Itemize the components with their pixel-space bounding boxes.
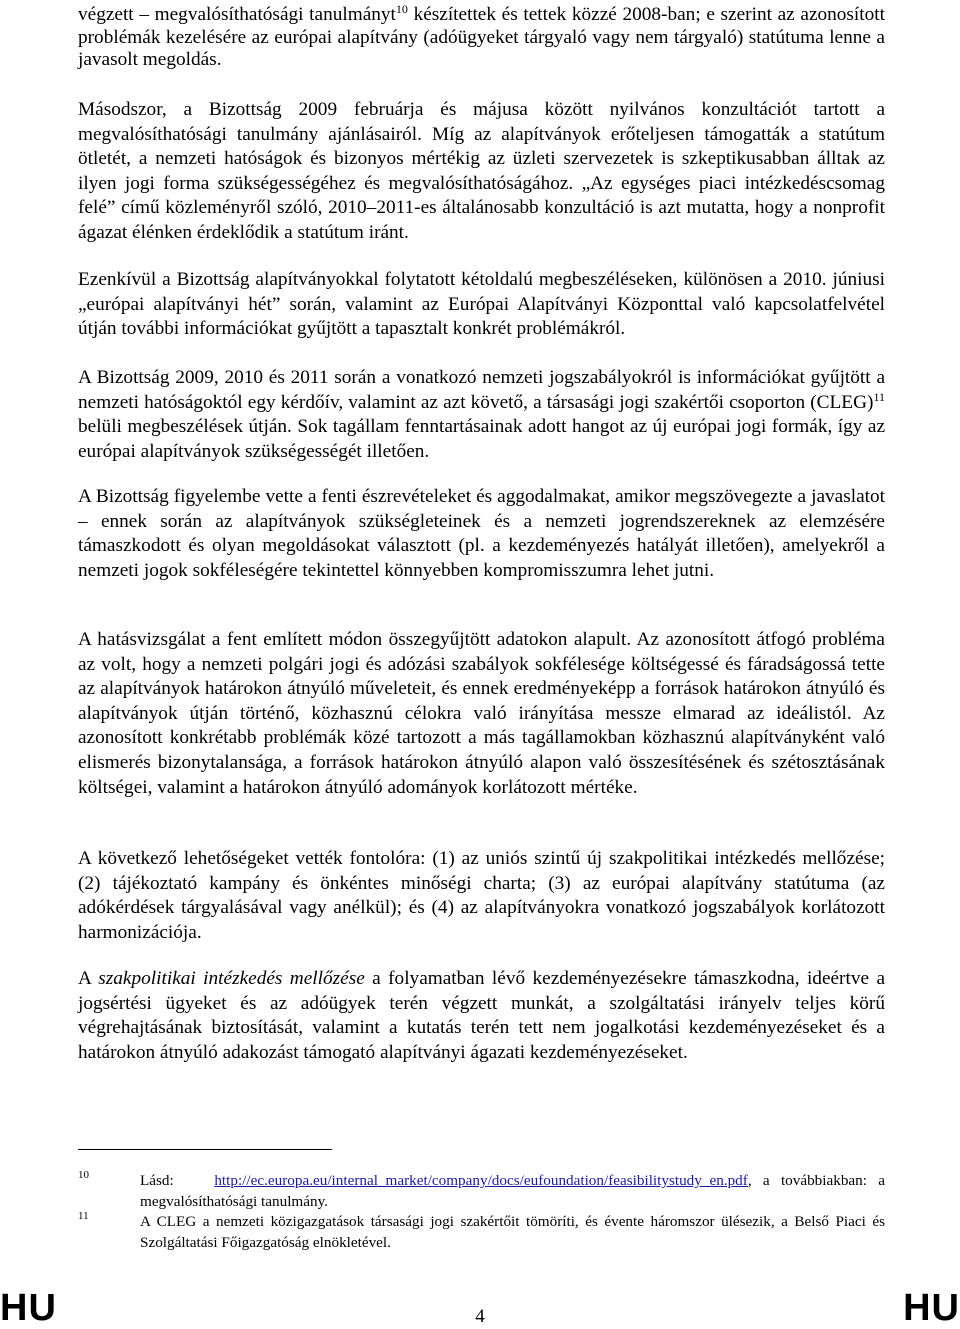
feasibility-study-link[interactable]: http://ec.europa.eu/internal_market/company/docs/eufoundation/feasibilitystudy_en.pdf [214, 1172, 748, 1189]
footnote-10-lead: Lásd: [140, 1172, 174, 1189]
footnote-11 [78, 1212, 885, 1254]
footnote-ref-10[interactable]: 10 [395, 2, 408, 16]
emphasized-term: szakpolitikai intézkedés mellőzése [98, 968, 365, 989]
footnote-10-number: 10 [78, 1169, 89, 1181]
paragraph-1-text-b: készítettek és tettek közzé 2008-ban; e szerint az azonosított problémák kezelésére az európai alapítvány (adóügyeket tárgyaló vagy nem tárgyaló) statútuma lenne a javasolt megoldás. [78, 4, 885, 70]
footnote-10 [78, 1171, 885, 1213]
paragraph-8-text-a: A [78, 968, 99, 989]
paragraph-8 [78, 967, 885, 1065]
paragraph-8-text-b: a folyamatban lévő kezdeményezésekre támaszkodna, ideértve a jogsértési ügyeket és az adóügyek terén végzett munkát, a szolgáltatási irányelv teljes körű végrehajtásának biztosítását, valamint a kutatás terén tett nem jogalkotási kezdeményezéseket és a határokon átnyúló adakozást támogató alapítványi ágazati kezdeményezéseket. [78, 968, 885, 1063]
page-number: 4 [475, 1306, 485, 1327]
paragraph-6: A hatásvizsgálat a fent említett módon összegyűjtött adatokon alapult. Az azonosított átfogó probléma az volt, hogy a nemzeti polgári jogi és adózási szabályok sokfélesége költségessé és fáradságossá tette az alapítványok határokon átnyúló műveleteit, és ennek eredményeképp a források határokon átnyúló és alapítványok útján történő, közhasznú célokra való irányítása messze elmarad az ideálistól. Az azonosított konkrétabb problémák közé tartozott a más tagállamokban közhasznú alapítványként való elismerés bizonytalansága, a források határokon átnyúló alapon való összesítésének és szétosztásának költségei, valamint a határokon átnyúló adományok korlátozott mértéke. [78, 629, 885, 798]
paragraph-3: Ezenkívül a Bizottság alapítványokkal folytatott kétoldalú megbeszéléseken, különösen a 2010. júniusi „európai alapítványi hét” során, valamint az Európai Alapítványi Központtal való kapcsolatfelvétel útján további információkat gyűjtött a tapasztalt konkrét problémákról. [78, 269, 885, 340]
language-code-right: HU [903, 1287, 960, 1329]
paragraph-4-text-b: belüli megbeszélések útján. Sok tagállam fenntartásainak adott hangot az új európai jogi formák, így az európai alapítványok szükségességét illetően. [78, 416, 885, 462]
language-code-left: HU [0, 1287, 57, 1329]
footnote-11-number: 11 [78, 1210, 89, 1222]
paragraph-7: A következő lehetőségeket vették fontolóra: (1) az uniós szintű új szakpolitikai intézkedés mellőzése; (2) tájékoztató kampány és önkéntes minőségi charta; (3) az európai alapítvány statútuma (az adókérdések tárgyalásával vagy anélkül); és (4) az alapítványokra vonatkozó jogszabályok korlátozott harmonizációja. [78, 848, 885, 943]
paragraph-4-text-a: A Bizottság 2009, 2010 és 2011 során a vonatkozó nemzeti jogszabályokról is információkat gyűjtött a nemzeti hatóságoktól egy kérdőív, valamint az azt követő, a társasági jogi szakértői csoporton (CLEG) [78, 367, 885, 413]
paragraph-1 [78, 4, 885, 72]
paragraph-4 [78, 366, 885, 464]
paragraph-2: Másodszor, a Bizottság 2009 februárja és májusa között nyilvános konzultációt tartott a megvalósíthatósági tanulmány ajánlásairól. Míg az alapítványok erőteljesen támogatták a statútum ötletét, a nemzeti hatóságok és bizonyos mértékig az üzleti szervezetek is szkeptikusabban álltak az ilyen jogi forma szükségességéhez és megvalósíthatóságához. „Az egységes piaci intézkedéscsomag felé” című közleményről szóló, 2010–2011-es általánosabb konzultáció is azt mutatta, hogy a nonprofit ágazat élénken érdeklődik a statútum iránt. [78, 99, 885, 243]
footnote-10-tail: , a továbbiakban: a megvalósíthatósági tanulmány. [140, 1172, 885, 1210]
paragraph-1-text-a: végzett – megvalósíthatósági tanulmányt [78, 4, 396, 25]
footnote-11-text: A CLEG a nemzeti közigazgatások társasági jogi szakértőit tömöríti, és évente háromszor ülésezik, a Belső Piaci és Szolgáltatási Főigazgatóság elnökletével. [140, 1213, 885, 1251]
footnote-ref-11[interactable]: 11 [873, 389, 885, 404]
footnote-separator [78, 1149, 332, 1150]
paragraph-5: A Bizottság figyelembe vette a fenti észrevételeket és aggodalmakat, amikor megszövegezte a javaslatot – ennek során az alapítványok szükségleteinek és a nemzeti jogrendszereknek az elemzésére támaszkodott és olyan megoldásokat választott (pl. a kezdeményezés hatályát illetően), amelyekről a nemzeti jogok sokféleségére tekintettel könnyebben kompromisszumra lehet jutni. [78, 486, 885, 581]
footnote-10-text [140, 1171, 885, 1213]
